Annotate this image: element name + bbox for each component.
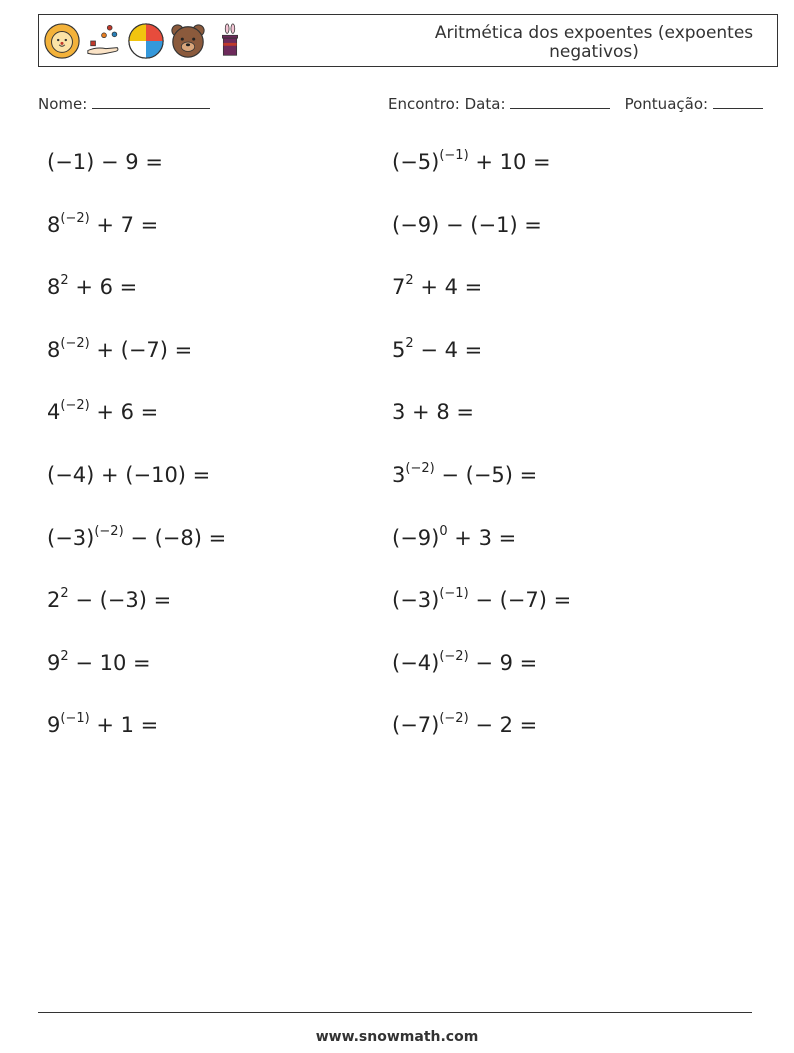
juggling-hand-icon xyxy=(85,22,123,60)
problem-exponent: (−2) xyxy=(60,335,90,351)
problem-base: 8 xyxy=(47,275,61,300)
score-blank[interactable] xyxy=(713,94,763,109)
problem-operation: − (−5) = xyxy=(434,462,538,487)
problem-base: 7 xyxy=(392,275,406,300)
problem-base: (−9) xyxy=(392,212,440,237)
problem-base: 4 xyxy=(47,400,61,425)
problem-row xyxy=(0,267,794,330)
problem-right xyxy=(392,523,517,550)
problem-base: 3 xyxy=(392,400,406,425)
problem-row xyxy=(0,205,794,268)
problem-left xyxy=(47,588,171,612)
problem-operation: − 2 = xyxy=(468,713,538,738)
problem-left xyxy=(47,210,159,237)
score-label: Pontuação: xyxy=(624,95,709,113)
beach-ball-icon xyxy=(127,22,165,60)
problem-operation: − (−8) = xyxy=(123,525,227,550)
problem-base: 8 xyxy=(47,337,61,362)
problem-exponent: (−2) xyxy=(439,648,469,664)
problem-operation: − (−3) = xyxy=(68,588,172,613)
problem-base: (−3) xyxy=(47,525,95,550)
problem-right xyxy=(392,335,483,362)
problem-base: (−1) xyxy=(47,150,95,174)
problem-base: 2 xyxy=(47,588,61,613)
problem-operation: + 3 = xyxy=(447,525,517,550)
problem-right xyxy=(392,588,571,612)
problem-right xyxy=(392,275,482,299)
problem-exponent: 2 xyxy=(60,273,69,289)
problem-base: 9 xyxy=(47,650,61,675)
problem-exponent: (−1) xyxy=(439,586,469,602)
problem-exponent: (−2) xyxy=(94,523,124,539)
problem-left xyxy=(47,713,158,737)
problem-row xyxy=(0,330,794,393)
problem-operation: − (−1) = xyxy=(439,212,542,237)
problem-right xyxy=(392,150,551,174)
problem-list xyxy=(0,142,794,768)
name-label: Nome: xyxy=(38,95,88,113)
problem-right xyxy=(392,213,542,237)
bear-icon xyxy=(169,22,207,60)
problem-operation: − 9 = xyxy=(94,150,163,174)
problem-row xyxy=(0,518,794,581)
problem-right xyxy=(392,648,538,675)
problem-row xyxy=(0,580,794,643)
problem-exponent: 2 xyxy=(405,335,414,351)
problem-operation: + 8 = xyxy=(405,400,474,425)
problem-base: 9 xyxy=(47,713,61,738)
problem-operation: + 1 = xyxy=(89,713,159,738)
problem-base: 8 xyxy=(47,212,61,237)
worksheet-title: Aritmética dos expoentes (expoentes negativos) xyxy=(434,23,754,62)
problem-exponent: 2 xyxy=(60,586,69,602)
problem-left xyxy=(47,275,137,299)
problem-left xyxy=(47,463,210,487)
date-score-field xyxy=(388,94,763,113)
problem-exponent: 2 xyxy=(60,648,69,664)
footer-url: www.snowmath.com xyxy=(315,1029,479,1045)
problem-exponent: (−1) xyxy=(439,148,469,163)
problem-row xyxy=(0,455,794,518)
problem-left xyxy=(47,400,158,424)
problem-row xyxy=(0,705,794,768)
problem-operation: + 4 = xyxy=(413,275,483,300)
problem-base: (−5) xyxy=(392,150,440,174)
problem-base: (−4) xyxy=(392,650,440,675)
problem-exponent: (−1) xyxy=(60,711,90,727)
problem-operation: + 10 = xyxy=(468,150,551,174)
problem-base: (−3) xyxy=(392,588,440,613)
problem-base: 5 xyxy=(392,337,406,362)
problem-base: (−7) xyxy=(392,713,440,738)
lion-icon xyxy=(43,22,81,60)
problem-exponent: 0 xyxy=(439,523,448,539)
problem-right xyxy=(392,400,474,424)
problem-operation: − 4 = xyxy=(413,337,483,362)
date-blank[interactable] xyxy=(510,94,610,109)
worksheet-header xyxy=(38,14,778,67)
name-blank[interactable] xyxy=(92,94,210,109)
problem-operation: + (−10) = xyxy=(94,462,211,487)
magic-hat-icon xyxy=(211,22,249,60)
header-icons xyxy=(43,20,249,62)
problem-row xyxy=(0,392,794,455)
problem-right xyxy=(392,713,537,737)
problem-right xyxy=(392,460,538,487)
problem-exponent: (−2) xyxy=(60,398,90,414)
problem-exponent: (−2) xyxy=(405,460,435,476)
name-field xyxy=(38,94,210,113)
problem-exponent: (−2) xyxy=(439,711,469,727)
problem-base: (−9) xyxy=(392,525,440,550)
problem-exponent: 2 xyxy=(405,273,414,289)
footer-divider xyxy=(38,1012,752,1013)
problem-row xyxy=(0,643,794,706)
problem-operation: + 6 = xyxy=(68,275,138,300)
problem-left xyxy=(47,648,151,675)
problem-left xyxy=(47,150,163,174)
problem-operation: − (−7) = xyxy=(468,588,572,613)
problem-operation: − 9 = xyxy=(468,650,538,675)
problem-left xyxy=(47,335,193,362)
problem-row xyxy=(0,142,794,205)
problem-base: 3 xyxy=(392,462,406,487)
problem-exponent: (−2) xyxy=(60,210,90,226)
problem-operation: + 6 = xyxy=(89,400,159,425)
problem-operation: + 7 = xyxy=(89,212,159,237)
encounter-date-label: Encontro: Data: xyxy=(388,95,506,113)
problem-left xyxy=(47,523,227,550)
problem-operation: + (−7) = xyxy=(89,337,193,362)
problem-operation: − 10 = xyxy=(68,650,151,675)
problem-base: (−4) xyxy=(47,462,95,487)
